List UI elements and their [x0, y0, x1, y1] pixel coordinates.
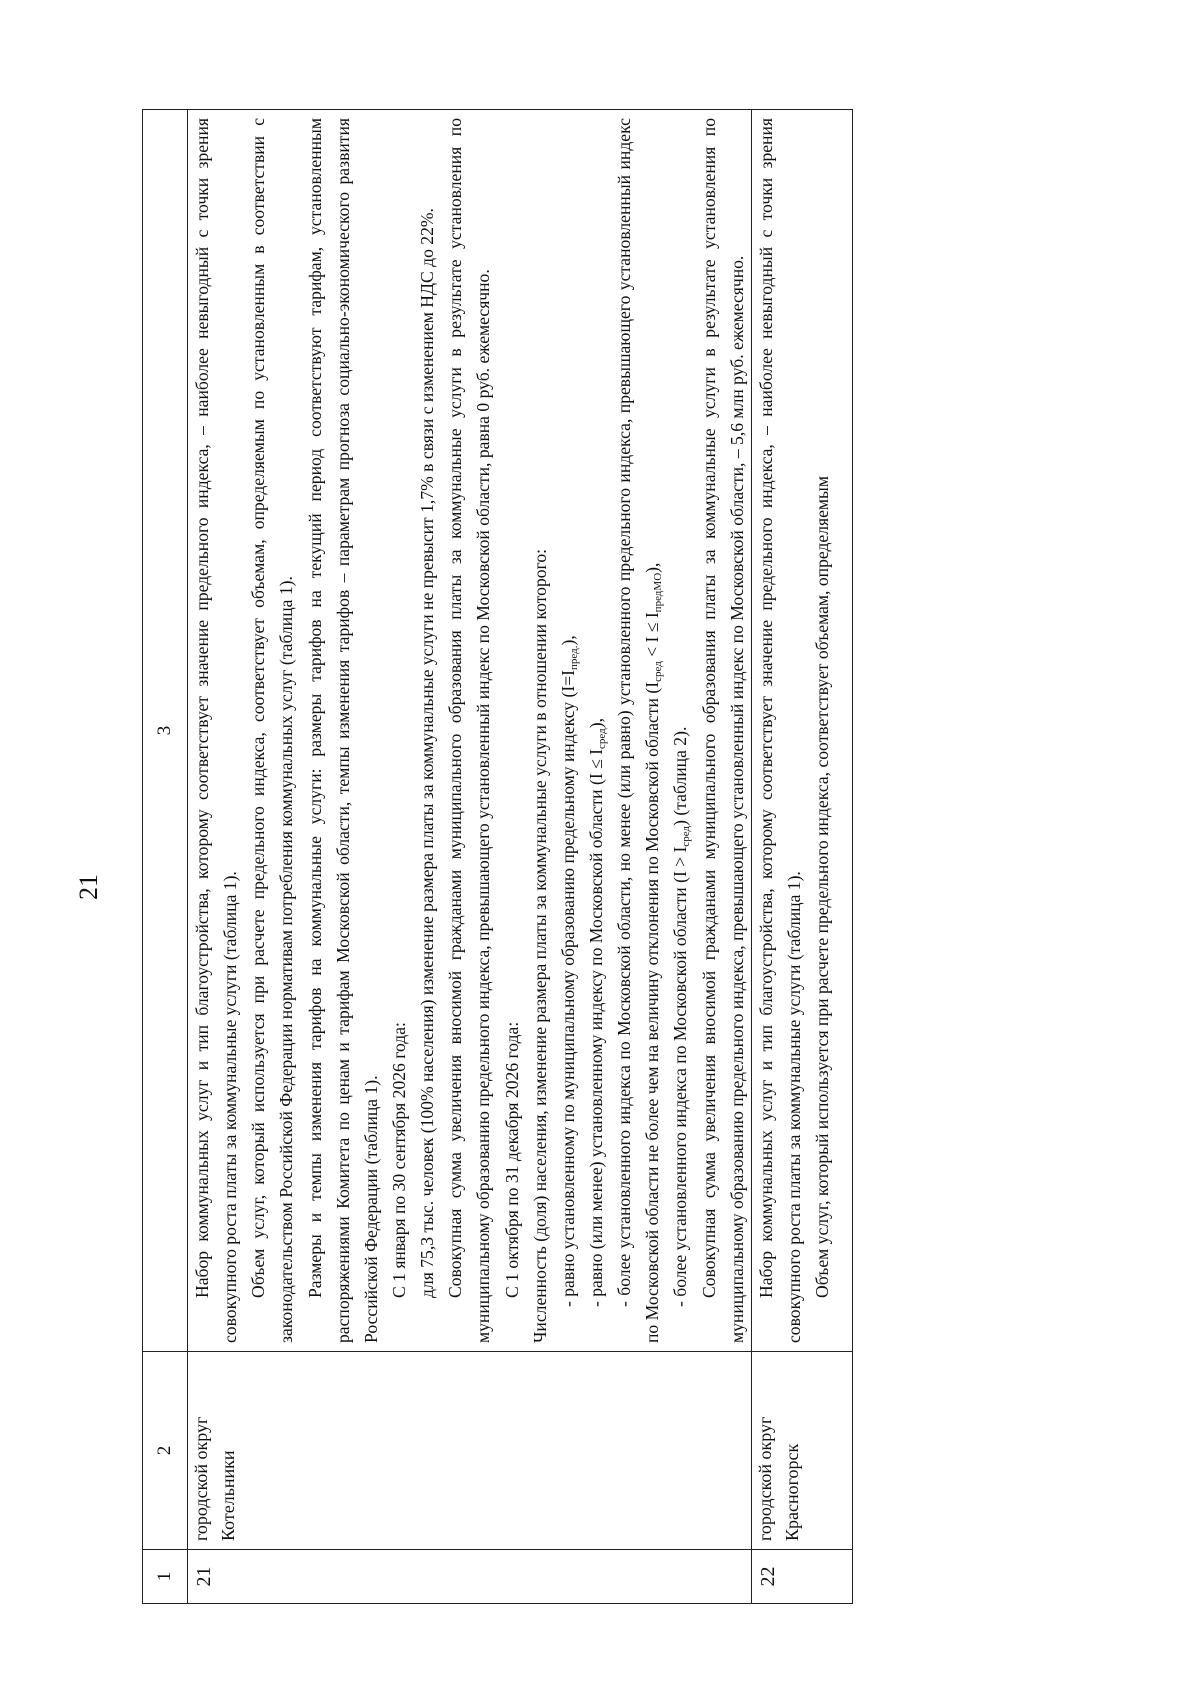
municipality-name: городской округ Красногорск: [751, 1352, 852, 1550]
list-item: [666, 118, 694, 1343]
paragraph: Набор коммунальных услуг и тип благоустройства, которому соответствует значение предельного индекса, – наиболее невыгодный с точки зрения совокупного роста платы за коммунальные услуги (таблица 1).: [755, 118, 804, 1343]
description-cell: [751, 110, 852, 1352]
subscript: пред.: [567, 645, 580, 671]
paragraph: Совокупная сумма увеличения вносимой гражданами муниципального образования платы за коммунальные услуги в результате установления по муниципальному образованию предельного индекса, превышающего установленный индекс по Московской области, равна 0 руб. ежемесячно.: [445, 118, 494, 1343]
subscript: предМО: [652, 572, 665, 613]
paragraph: Совокупная сумма увеличения вносимой гражданами муниципального образования платы за коммунальные услуги в результате установления по муниципальному образованию предельного индекса, превышающего установленный индекс по Московской области, – 5,6 млн руб. ежемесячно.: [698, 118, 747, 1343]
list-item: [610, 118, 666, 1343]
list-item-suffix: ),: [642, 562, 663, 573]
list-item-text: - равно установленному по муниципальному образованию предельному индексу (I=I: [557, 670, 578, 1307]
list-item-text: - равно (или менее) установленному индексу по Московской области (I ≤ I: [585, 749, 606, 1307]
subscript: сред: [652, 661, 665, 682]
row-number: 21: [188, 1550, 752, 1604]
paragraph: для 75,3 тыс. человек (100% населения) изменение размера платы за коммунальные услуги не превысит 1,7% в связи с изменением НДС до 22%.: [417, 208, 438, 1298]
paragraph: С 1 октября по 31 декабря 2026 года:: [501, 1021, 522, 1298]
column-header: 3: [143, 110, 188, 1352]
list-item-text: - более установленного индекса по Московской области (I > I: [670, 846, 691, 1307]
list-item-suffix: ) (таблица 2).: [670, 726, 691, 826]
table-row: [188, 110, 752, 1604]
table-row: [751, 110, 852, 1604]
subscript: сред: [680, 825, 693, 847]
row-number: 22: [751, 1550, 852, 1604]
page-number: 21: [74, 874, 103, 900]
list-item-mid: < I ≤ I: [642, 612, 663, 662]
subscript: сред: [595, 728, 608, 749]
paragraph: Набор коммунальных услуг и тип благоустройства, которому соответствует значение предельного индекса, – наиболее невыгодный с точки зрения совокупного роста платы за коммунальные услуги (таблица 1).: [192, 118, 241, 1343]
list-item: [554, 118, 582, 1343]
paragraph: Объем услуг, который используется при расчете предельного индекса, соответствует объемам, определяемым по установленным в соответствии с законодательством Российской Федерации нормативам потребления коммунальных услуг (таблица 1).: [248, 118, 297, 1343]
municipality-name: городской округ Котельники: [188, 1352, 752, 1550]
municipality-table: [142, 109, 853, 1604]
list-item-text: - более установленного индекса по Московской области, но менее (или равно) установленного предельного индекса, превышающего установленный индекс по Московской области не более чем на величину отклонения по Московской области (I: [614, 118, 663, 1343]
list-item: [582, 118, 610, 1343]
rotated-page: [66, 60, 1090, 1660]
description-cell: [188, 110, 752, 1352]
column-header: 2: [143, 1352, 188, 1550]
list-item-suffix: ),: [557, 635, 578, 646]
paragraph: Объем услуг, который используется при расчете предельного индекса, соответствует объемам, определяемым: [812, 476, 833, 1298]
paragraph: Размеры и темпы изменения тарифов на коммунальные услуги: размеры тарифов на текущий период соответствуют тарифам, установленным распоряжениями Комитета по ценам и тарифам Московской области, темпы изменения тарифов – параметрам прогноза социально-экономического развития Российской Федерации (таблица 1).: [304, 118, 381, 1343]
paragraph: Численность (доля) населения, изменение размера платы за коммунальные услуги в отношении которого:: [529, 548, 550, 1343]
paragraph: С 1 января по 30 сентября 2026 года:: [388, 1022, 409, 1298]
table-header-row: [143, 110, 188, 1604]
column-header: 1: [143, 1550, 188, 1604]
list-item-suffix: ),: [585, 718, 606, 729]
